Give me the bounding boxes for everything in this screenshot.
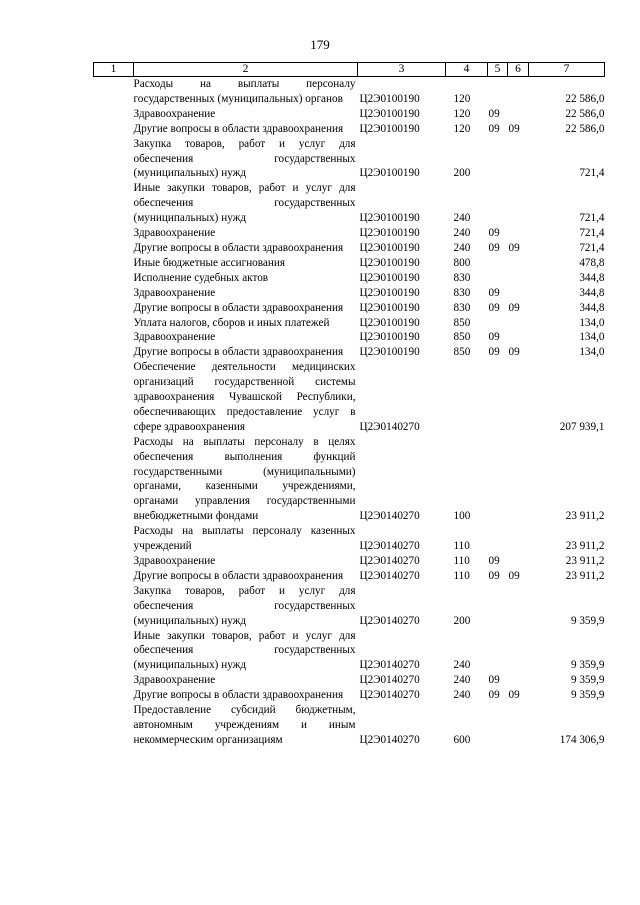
row-subsection (508, 360, 529, 435)
table-row (94, 226, 605, 241)
row-section (488, 629, 508, 674)
row-amount: 23 911,2 (565, 555, 605, 567)
row-name: Иные бюджетные ассигнования (133, 256, 285, 269)
row-name: Иные закупки товаров, работ и услуг для обеспечения государственных (муниципальных) нужд (133, 182, 356, 225)
row-expense-type: 100 (453, 510, 471, 523)
row-section (488, 137, 508, 182)
row-expense-type: 200 (453, 614, 471, 627)
row-subsection: 09 (508, 569, 520, 582)
blank (94, 569, 134, 584)
header-col-1: 1 (94, 63, 134, 77)
row-subsection (508, 584, 529, 629)
row-expense-type: 110 (453, 569, 470, 582)
blank (94, 688, 134, 703)
row-section (488, 524, 508, 554)
blank (94, 122, 134, 137)
blank (94, 107, 134, 122)
row-code: Ц2Э0140270 (359, 569, 420, 582)
row-amount: 9 359,9 (570, 614, 605, 627)
row-amount: 344,8 (579, 286, 605, 299)
row-subsection (508, 77, 529, 107)
row-code: Ц2Э0140270 (359, 689, 420, 702)
table-header (94, 63, 605, 77)
row-expense-type: 120 (453, 107, 471, 120)
blank (94, 77, 134, 107)
blank (94, 330, 134, 345)
table-row (94, 107, 605, 122)
row-amount: 174 306,9 (559, 733, 605, 746)
header-col-4: 4 (446, 63, 488, 77)
row-code: Ц2Э0100190 (359, 286, 420, 299)
header-col-6: 6 (508, 63, 529, 77)
row-code: Ц2Э0100190 (359, 122, 420, 135)
row-name: Другие вопросы в области здравоохранения (133, 569, 344, 582)
row-code: Ц2Э0140270 (359, 540, 420, 553)
row-name: Исполнение судебных актов (133, 271, 269, 284)
row-section (488, 256, 508, 271)
blank (94, 673, 134, 688)
row-expense-type: 240 (453, 212, 471, 225)
row-code: Ц2Э0100190 (359, 271, 420, 284)
blank (94, 524, 134, 554)
budget-table (93, 62, 605, 748)
blank (94, 584, 134, 629)
row-code: Ц2Э0140270 (359, 555, 420, 567)
row-subsection (508, 316, 529, 331)
row-subsection (508, 256, 529, 271)
row-subsection (508, 107, 529, 122)
row-code: Ц2Э0100190 (359, 107, 420, 120)
blank (94, 286, 134, 301)
row-section: 09 (488, 555, 500, 567)
row-name: Здравоохранение (133, 674, 216, 687)
row-amount: 478,8 (579, 256, 605, 269)
row-expense-type: 800 (453, 256, 471, 269)
table-row (94, 345, 605, 360)
row-code: Ц2Э0100190 (359, 227, 420, 240)
row-code: Ц2Э0140270 (359, 659, 420, 672)
row-amount: 22 586,0 (565, 122, 605, 135)
row-amount: 721,4 (579, 241, 605, 254)
row-name: Иные закупки товаров, работ и услуг для обеспечения государственных (муниципальных) нужд (133, 629, 356, 672)
row-subsection (508, 181, 529, 226)
row-subsection (508, 435, 529, 524)
table-row (94, 703, 605, 748)
row-expense-type: 850 (453, 346, 471, 359)
row-name: Другие вопросы в области здравоохранения (133, 301, 344, 314)
row-expense-type: 120 (453, 92, 471, 105)
table-row (94, 286, 605, 301)
row-subsection: 09 (508, 122, 520, 135)
row-subsection: 09 (508, 241, 520, 254)
row-section: 09 (488, 689, 500, 702)
row-code: Ц2Э0140270 (359, 733, 420, 746)
row-subsection (508, 286, 529, 301)
header-col-3: 3 (358, 63, 446, 77)
table-row (94, 330, 605, 345)
row-amount: 134,0 (579, 346, 605, 359)
row-amount: 23 911,2 (565, 540, 605, 553)
blank (94, 226, 134, 241)
row-section: 09 (488, 301, 500, 314)
row-code: Ц2Э0140270 (359, 614, 420, 627)
row-amount: 9 359,9 (570, 659, 605, 672)
row-name: Обеспечение деятельности медицинских организаций государственной системы здравоохранения Чувашской Республики, обеспечивающих предоставление услуг в сфере здравоохранения (133, 361, 356, 433)
row-name: Другие вопросы в области здравоохранения (133, 346, 344, 359)
header-col-5: 5 (488, 63, 508, 77)
table-row (94, 316, 605, 331)
table-row (94, 360, 605, 435)
row-section: 09 (488, 227, 500, 240)
table-row (94, 569, 605, 584)
table-row (94, 181, 605, 226)
row-expense-type (446, 360, 488, 435)
blank (94, 360, 134, 435)
row-code: Ц2Э0140270 (359, 510, 420, 523)
row-section: 09 (488, 241, 500, 254)
row-amount: 23 911,2 (565, 510, 605, 523)
row-code: Ц2Э0100190 (359, 256, 420, 269)
row-section: 09 (488, 286, 500, 299)
blank (94, 271, 134, 286)
row-expense-type: 120 (453, 122, 471, 135)
header-row (94, 63, 605, 77)
row-expense-type: 830 (453, 271, 471, 284)
table-row (94, 301, 605, 316)
row-subsection: 09 (508, 346, 520, 359)
row-name: Здравоохранение (133, 331, 216, 344)
blank (94, 256, 134, 271)
row-code: Ц2Э0100190 (359, 301, 420, 314)
row-amount: 9 359,9 (570, 689, 605, 702)
row-amount: 721,4 (579, 227, 605, 240)
row-section: 09 (488, 122, 500, 135)
row-amount: 344,8 (579, 301, 605, 314)
table-row (94, 435, 605, 524)
blank (94, 241, 134, 256)
row-section (488, 435, 508, 524)
blank (94, 629, 134, 674)
row-amount: 721,4 (579, 212, 605, 225)
row-code: Ц2Э0100190 (359, 316, 420, 329)
row-section (488, 316, 508, 331)
table-row (94, 629, 605, 674)
row-name: Закупка товаров, работ и услуг для обеспечения государственных (муниципальных) нужд (133, 137, 356, 180)
table-row (94, 256, 605, 271)
row-code: Ц2Э0100190 (359, 167, 420, 180)
table-row (94, 554, 605, 569)
row-name: Здравоохранение (133, 555, 216, 567)
table-row (94, 241, 605, 256)
row-amount: 207 939,1 (559, 420, 605, 433)
table-row (94, 584, 605, 629)
blank (94, 301, 134, 316)
table-row (94, 137, 605, 182)
row-code: Ц2Э0100190 (359, 331, 420, 344)
row-expense-type: 110 (453, 555, 470, 567)
row-section: 09 (488, 107, 500, 120)
row-amount: 134,0 (579, 331, 605, 344)
row-section (488, 181, 508, 226)
row-subsection (508, 554, 529, 569)
row-subsection: 09 (508, 301, 520, 314)
row-name: Здравоохранение (133, 227, 216, 240)
row-amount: 134,0 (579, 316, 605, 329)
row-expense-type: 240 (453, 659, 471, 672)
row-expense-type: 830 (453, 301, 471, 314)
blank (94, 435, 134, 524)
row-section (488, 271, 508, 286)
row-section (488, 77, 508, 107)
row-code: Ц2Э0100190 (359, 212, 420, 225)
row-expense-type: 240 (453, 674, 471, 687)
table-row (94, 673, 605, 688)
row-amount: 22 586,0 (565, 92, 605, 105)
row-expense-type: 110 (453, 540, 470, 553)
row-code: Ц2Э0140270 (359, 420, 420, 433)
page-number: 179 (310, 37, 330, 52)
row-expense-type: 830 (453, 286, 471, 299)
row-amount: 344,8 (579, 271, 605, 284)
row-subsection (508, 673, 529, 688)
row-subsection (508, 226, 529, 241)
row-amount: 22 586,0 (565, 107, 605, 120)
blank (94, 137, 134, 182)
row-amount: 721,4 (579, 167, 605, 180)
row-subsection (508, 703, 529, 748)
blank (94, 345, 134, 360)
row-name: Расходы на выплаты персоналу казенных учреждений (133, 525, 356, 553)
row-code: Ц2Э0100190 (359, 241, 420, 254)
row-name: Другие вопросы в области здравоохранения (133, 689, 344, 702)
table-body (94, 77, 605, 748)
row-section: 09 (488, 331, 500, 344)
row-expense-type: 200 (453, 167, 471, 180)
blank (94, 554, 134, 569)
table-row (94, 77, 605, 107)
row-expense-type: 600 (453, 733, 471, 746)
row-name: Другие вопросы в области здравоохранения (133, 241, 344, 254)
row-section: 09 (488, 674, 500, 687)
row-subsection (508, 629, 529, 674)
blank (94, 181, 134, 226)
row-code: Ц2Э0100190 (359, 346, 420, 359)
row-expense-type: 240 (453, 241, 471, 254)
row-name: Расходы на выплаты персоналу государственных (муниципальных) органов (133, 78, 356, 105)
row-name: Предоставление субсидий бюджетным, автономным учреждениям и иным некоммерческим организациям (133, 704, 356, 746)
row-amount: 9 359,9 (570, 674, 605, 687)
row-section (488, 584, 508, 629)
row-name: Здравоохранение (133, 107, 216, 120)
table-row (94, 524, 605, 554)
row-subsection (508, 330, 529, 345)
blank (94, 316, 134, 331)
row-name: Уплата налогов, сборов и иных платежей (133, 316, 330, 329)
row-section (488, 703, 508, 748)
row-code: Ц2Э0100190 (359, 92, 420, 105)
row-expense-type: 850 (453, 316, 471, 329)
row-section: 09 (488, 569, 500, 582)
row-section (488, 360, 508, 435)
row-subsection (508, 524, 529, 554)
row-name: Закупка товаров, работ и услуг для обеспечения государственных (муниципальных) нужд (133, 584, 356, 627)
row-expense-type: 240 (453, 689, 471, 702)
header-col-2: 2 (134, 63, 358, 77)
row-amount: 23 911,2 (565, 569, 605, 582)
row-name: Здравоохранение (133, 286, 216, 299)
row-section: 09 (488, 346, 500, 359)
row-subsection (508, 137, 529, 182)
table-row (94, 271, 605, 286)
row-name: Расходы на выплаты персоналу в целях обеспечения выполнения функций государственными (муниципальными) органами, казенными учреждениями, органами управления государственными внебюджетными фондами (133, 435, 356, 523)
row-name: Другие вопросы в области здравоохранения (133, 122, 344, 135)
row-expense-type: 850 (453, 331, 471, 344)
table-row (94, 122, 605, 137)
row-expense-type: 240 (453, 227, 471, 240)
blank (94, 703, 134, 748)
table-row (94, 688, 605, 703)
row-subsection (508, 271, 529, 286)
row-subsection: 09 (508, 689, 520, 702)
row-code: Ц2Э0140270 (359, 674, 420, 687)
header-col-7: 7 (529, 63, 605, 77)
